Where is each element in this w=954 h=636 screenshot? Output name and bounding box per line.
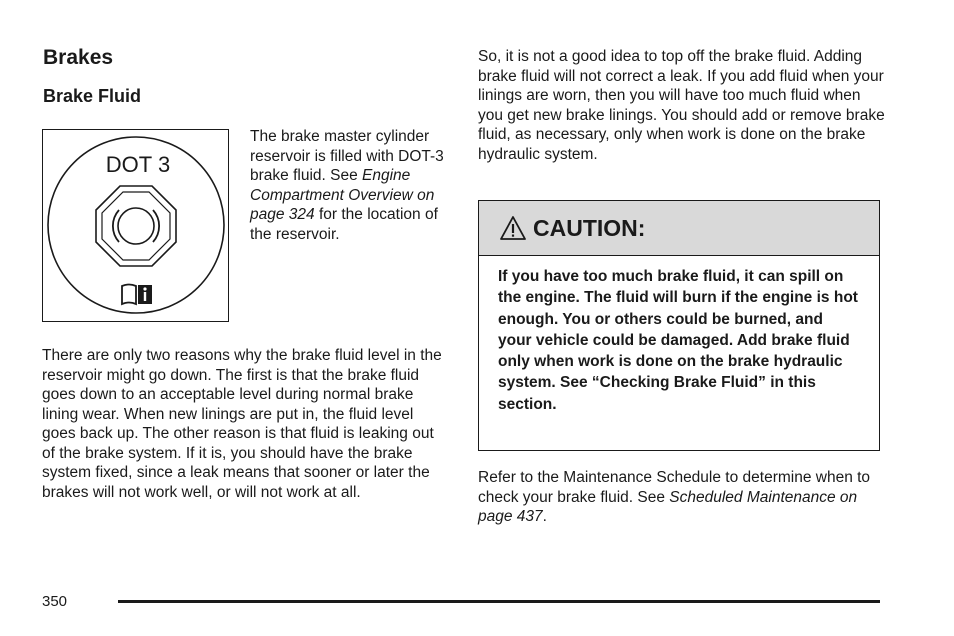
subsection-title: Brake Fluid (43, 86, 142, 106)
refer-text: Refer to the Maintenance Schedule to determine when to check your brake fluid. See (478, 469, 871, 506)
refer-text-end: . (542, 508, 547, 525)
reservoir-description (250, 127, 450, 244)
footer-rule (118, 600, 880, 603)
maintenance-reference (478, 468, 888, 527)
octagon-symbol (96, 186, 176, 266)
page-number: 350 (42, 593, 68, 610)
caution-header (479, 201, 879, 256)
caution-box (478, 200, 880, 451)
reservoir-cap-illustration (43, 130, 228, 321)
reservoir-text: The brake master cylinder reservoir is filled with DOT-3 brake fluid. See (250, 128, 444, 184)
warning-triangle-icon (499, 214, 527, 242)
caution-text: If you have too much brake fluid, it can spill on the engine. The fluid will burn if the engine is hot enough. You or others could be burned, and your vehicle could be damaged. Add brake fluid only when work is done on the brake hydraulic system. See “Checking Brake Fluid” in this section. (498, 268, 858, 413)
engine-compartment-reference[interactable]: Engine Compartment Overview on page 324 (250, 167, 435, 223)
section-title: Brakes (43, 46, 114, 69)
top-off-warning-text: So, it is not a good idea to top off the brake fluid. Adding brake fluid will not correct a leak. If you add fluid when your linings are worn, then you will have too much fluid when you get new brake linings. You should add or remove brake fluid, as necessary, only when work is done on the brake hydraulic system. (478, 48, 885, 163)
caution-title: CAUTION: (533, 214, 646, 241)
brake-circle-icon (118, 208, 154, 244)
scheduled-maintenance-reference[interactable]: Scheduled Maintenance on page 437 (478, 488, 858, 525)
owner-manual-icon (122, 285, 152, 305)
reservoir-text-end: for the location of the reservoir. (250, 206, 438, 243)
cap-label: DOT 3 (105, 152, 171, 177)
brake-reservoir-cap-figure (42, 129, 229, 322)
fluid-level-reasons: There are only two reasons why the brake fluid level in the reservoir might go down. The first is that the brake fluid goes down to an acceptable level during normal brake lining wear. When new linings are put in, the fluid level goes back up. The other reason is that fluid is leaking out of the brake system. If it is, you should have the brake system fixed, since a leak means that sooner or later the brakes will not work well, or will not work at all. (42, 347, 442, 501)
